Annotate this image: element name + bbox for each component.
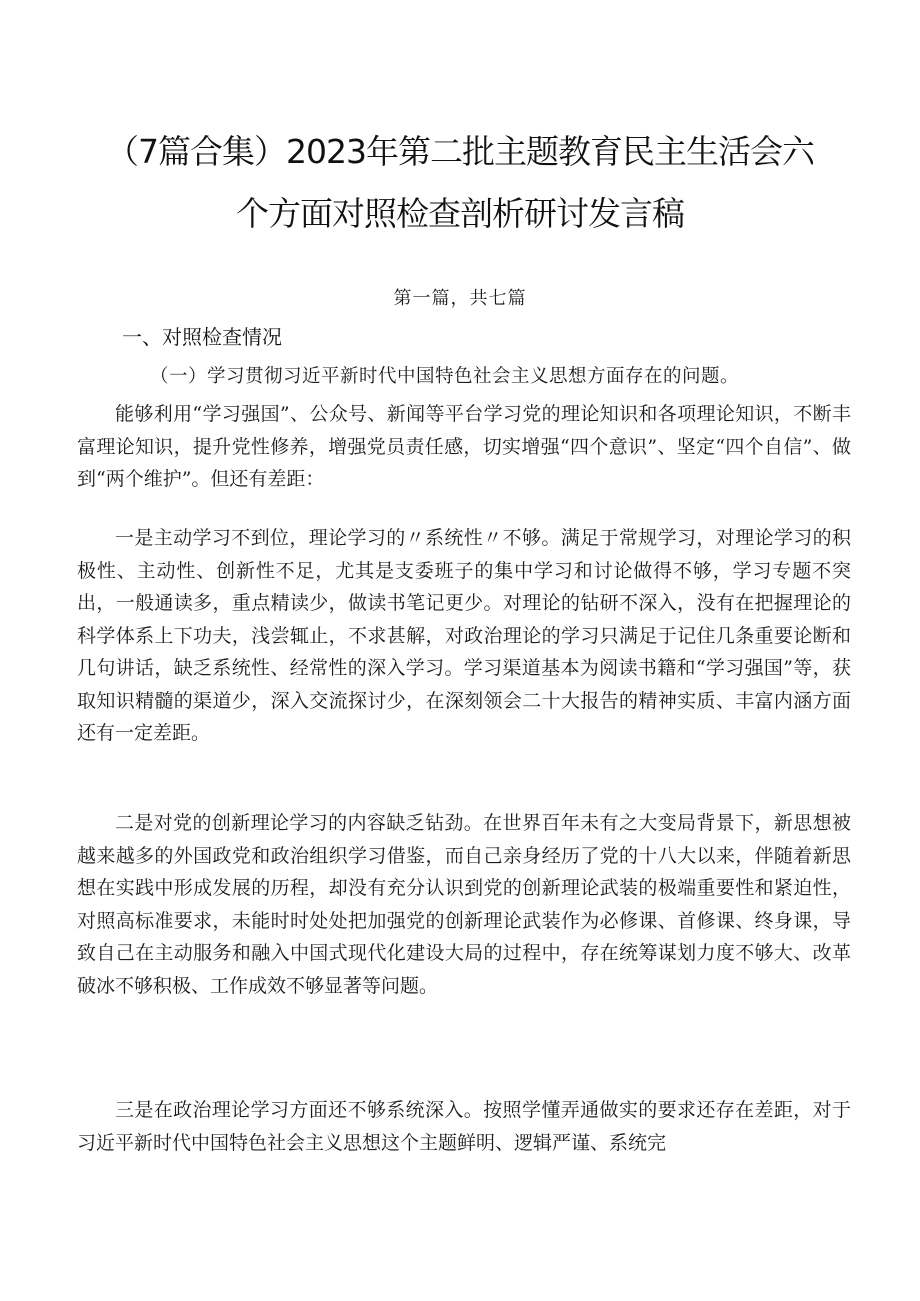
document-title-line-2: 个方面对照检查剖析研讨发言稿 <box>236 194 684 233</box>
body-paragraph-2: 一是主动学习不到位，理论学习的〃系统性〃不够。满足于常规学习，对理论学习的积极性、主动性、创新性不足，尤其是支委班子的集中学习和讨论做得不够，学习专题不突出，一般通读多，重点精读少，做读书笔记更少。对理论的钻研不深入，没有在把握理论的科学体系上下功夫，浅尝辄止，不求甚解，对政治理论的学习只满足于记住几条重要论断和几句讲话，缺乏系统性、经常性的深入学习。学习渠道基本为阅读书籍和“学习强国”等，获取知识精髓的渠道少，深入交流探讨少，在深刻领会二十大报告的精神实质、丰富内涵方面还有一定差距。 <box>77 527 851 744</box>
body-paragraph-3: 二是对党的创新理论学习的内容缺乏钻劲。在世界百年未有之大变局背景下，新思想被越来越多的外国政党和政治组织学习借鉴，而自己亲身经历了党的十八大以来，伴随着新思想在实践中形成发展的历程，却没有充分认识到党的创新理论武装的极端重要性和紧迫性，对照高标准要求，未能时时处处把加强党的创新理论武装作为必修课、首修课、终身课，导致自己在主动服务和融入中国式现代化建设大局的过程中，存在统筹谋划力度不够大、改革破冰不够积极、工作成效不够显著等问题。 <box>77 812 851 997</box>
document-title-line-1: （7篇合集）2023年第二批主题教育民主生活会六 <box>106 132 814 171</box>
section-heading: 一、对照检查情况 <box>122 325 282 349</box>
sub-heading: （一）学习贯彻习近平新时代中国特色社会主义思想方面存在的问题。 <box>150 366 740 387</box>
document-subtitle: 第一篇，共七篇 <box>393 288 527 309</box>
body-paragraph-1: 能够利用“学习强国”、公众号、新闻等平台学习党的理论知识和各项理论知识，不断丰富理论知识，提升党性修养，增强党员责任感，切实增强“四个意识”、坚定“四个自信”、做到“两个维护”。但还有差距： <box>77 403 851 490</box>
body-paragraph-4: 三是在政治理论学习方面还不够系统深入。按照学懂弄通做实的要求还存在差距，对于习近平新时代中国特色社会主义思想这个主题鲜明、逻辑严谨、系统完 <box>77 1099 851 1154</box>
